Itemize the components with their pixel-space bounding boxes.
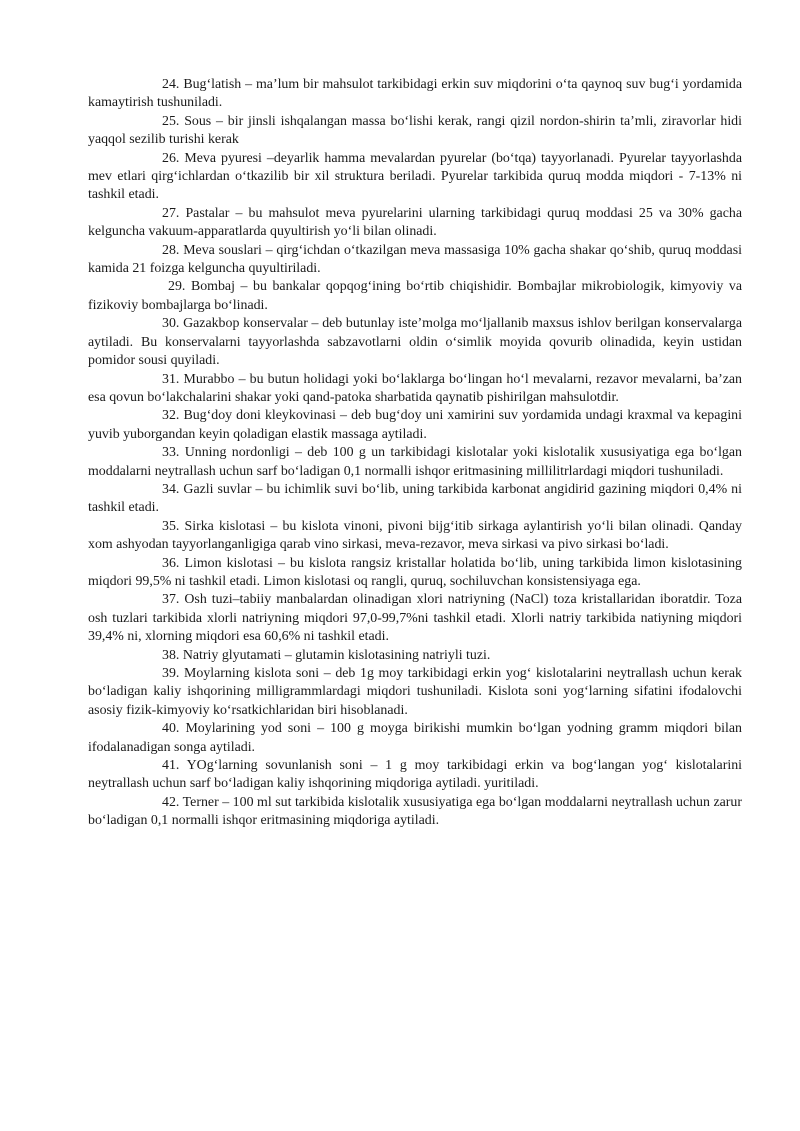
paragraph-text: Unning nordonligi – deb 100 g un tarkibidagi kislotalar yoki kislotalik xususiyatiga ega bo‘lgan moddalarni neytrallash uchun sarf bo‘ladigan 0,1 normalli ishqor eritmasining millilitrlardagi miqdori tushuniladi. [88, 445, 742, 479]
paragraph-text: Osh tuzi–tabiiy manbalardan olinadigan xlori natriyning (NaCl) toza kristallaridan iboratdir. Toza osh tuzlari tarkibida xlorli natriyning miqdori 97,0-99,7%ni tashkil etadi. Xlorli natriy tarkibida natiyning miqdori 39,4% ni, xlorning miqdori esa 60,6% ni tashkil etadi. [88, 592, 742, 645]
paragraph-number: 26. [162, 150, 180, 166]
paragraph-text: Bombaj – bu bankalar qopqog‘ining bo‘rtib chiqishidir. Bombajlar mikrobiologik, kimyoviy va fizikoviy bombajlarga bo‘linadi. [88, 279, 742, 313]
paragraph-text: Meva pyuresi –deyarlik hamma mevalardan pyurelar (bo‘tqa) tayyorlanadi. Pyurelar tayyorlashda mev etlari qirg‘ichlardan o‘tkazilib bir xil struktura beriladi. Pyurelar tarkibida quruq modda miqdori - 7-13% ni tashkil etadi. [88, 150, 742, 203]
definition-paragraph [88, 315, 742, 370]
paragraph-text: Pastalar – bu mahsulot meva pyurelarini ularning tarkibidagi quruq moddasi 25 va 30% gacha kelguncha vakuum-apparatlarda quyultirish yo‘li bilan olinadi. [88, 205, 742, 240]
paragraph-number: 41. [162, 758, 180, 774]
definition-paragraph [88, 205, 742, 242]
paragraph-text: Murabbo – bu butun holidagi yoki bo‘laklarga bo‘lingan ho‘l mevalarni, rezavor mevalarni, ba’zan esa qovun bo‘lakchalarini shakar yoki qand-patoka sharbatida qaynatib pishirilgan mahsulotdir. [88, 371, 742, 405]
paragraph-number: 38. [162, 647, 180, 663]
definition-paragraph [88, 647, 742, 665]
paragraph-number: 28. [162, 242, 180, 258]
paragraph-number: 39. [162, 666, 180, 681]
definition-paragraph [88, 518, 742, 555]
paragraph-number: 42. [162, 794, 180, 810]
definition-paragraph [88, 150, 742, 205]
definition-paragraph [88, 76, 742, 113]
definition-paragraph [88, 242, 742, 279]
paragraph-text: Limon kislotasi – bu kislota rangsiz kristallar holatida bo‘lib, uning tarkibida limon kislotasining miqdori 99,5% ni tashkil etadi. Limon kislotasi oq rangli, quruq, sochiluvchan konsistensiyaga ega. [88, 555, 742, 589]
paragraph-number: 40. [162, 721, 180, 737]
paragraph-text: Sirka kislotasi – bu kislota vinoni, pivoni bijg‘itib sirkaga aylantirish yo‘li bilan olinadi. Qanday xom ashyodan tayyorlanganligiga qarab vino sirkasi, meva-rezavor, meva sirkasi va pivo sirkasi bo‘ladi. [88, 518, 742, 553]
paragraph-number: 25. [162, 113, 180, 129]
definition-paragraph [88, 591, 742, 646]
paragraph-number: 27. [162, 205, 180, 221]
paragraph-text: Terner – 100 ml sut tarkibida kislotalik xususiyatiga ega bo‘lgan moddalarni neytrallash uchun zarur bo‘ladigan 0,1 normalli ishqor eritmasining miqdoriga aytiladi. [88, 794, 742, 829]
definition-paragraph [88, 481, 742, 518]
definition-paragraph [88, 757, 742, 794]
paragraph-text: Bug‘latish – ma’lum bir mahsulot tarkibidagi erkin suv miqdorini o‘ta qaynoq suv bug‘i yordamida kamaytirish tushuniladi. [88, 77, 742, 111]
paragraph-text: Moylarning kislota soni – deb 1g moy tarkibidagi erkin yog‘ kislotalarini neytrallash uchun kerak bo‘ladigan kaliy ishqorining milligrammlardagi miqdori tushuniladi. Kislota soni yog‘larning sifatini ifodalovchi asosiy fizik-kimyoviy ko‘rsatkichlaridan biri hisoblanadi. [88, 666, 743, 718]
paragraph-number: 30. [162, 316, 180, 332]
paragraph-number: 34. [162, 481, 180, 497]
definition-paragraph [88, 444, 742, 481]
paragraph-text: YOg‘larning sovunlanish soni – 1 g moy tarkibidagi erkin va bog‘langan yog‘ kislotalarini neytrallash uchun sarf bo‘ladigan kaliy ishqorining miqdoriga aytiladi. yuritiladi. [88, 758, 742, 792]
document-body [88, 76, 742, 831]
paragraph-number: 35. [162, 518, 180, 534]
paragraph-number: 36. [162, 555, 180, 571]
paragraph-text: Bug‘doy doni kleykovinasi – deb bug‘doy uni xamirini suv yordamida undagi kraxmal va kepagini yuvib yuborgandan keyin qoladigan elastik massaga aytiladi. [88, 408, 742, 442]
definition-paragraph [88, 555, 742, 592]
paragraph-text: Meva souslari – qirg‘ichdan o‘tkazilgan meva massasiga 10% gacha shakar qo‘shib, quruq moddasi kamida 21 foizga kelguncha quyultiriladi. [88, 242, 742, 277]
definition-paragraph [88, 794, 742, 831]
paragraph-text: Natriy glyutamati – glutamin kislotasining natriyli tuzi. [182, 647, 491, 663]
paragraph-number: 29. [168, 279, 186, 295]
definition-paragraph [88, 720, 742, 757]
definition-paragraph [88, 278, 742, 315]
paragraph-number: 37. [162, 592, 180, 608]
paragraph-number: 24. [162, 77, 180, 92]
paragraph-text: Gazakbop konservalar – deb butunlay iste’molga mo‘ljallanib maxsus ishlov berilgan konservalarga aytiladi. Bu konservalarni tayyorlashda sabzavotlarni oldin o‘simlik moyida qovurib olinadida, keyin ustidan pomidor sousi quyiladi. [88, 316, 743, 369]
definition-paragraph [88, 371, 742, 408]
paragraph-text: Sous – bir jinsli ishqalangan massa bo‘lishi kerak, rangi qizil nordon-shirin ta’mli, ziravorlar hidi yaqqol sezilib turishi kerak [88, 113, 742, 148]
paragraph-text: Gazli suvlar – bu ichimlik suvi bo‘lib, uning tarkibida karbonat angidirid gazining miqdori 0,4% ni tashkil etadi. [88, 481, 742, 516]
paragraph-number: 32. [162, 408, 180, 424]
definition-paragraph [88, 113, 742, 150]
paragraph-number: 33. [162, 445, 180, 461]
definition-paragraph [88, 407, 742, 444]
definition-paragraph [88, 665, 742, 720]
paragraph-text: Moylarining yod soni – 100 g moyga birikishi mumkin bo‘lgan yodning gramm miqdori bilan ifodalanadigan songa aytiladi. [88, 721, 742, 755]
paragraph-number: 31. [162, 371, 180, 387]
